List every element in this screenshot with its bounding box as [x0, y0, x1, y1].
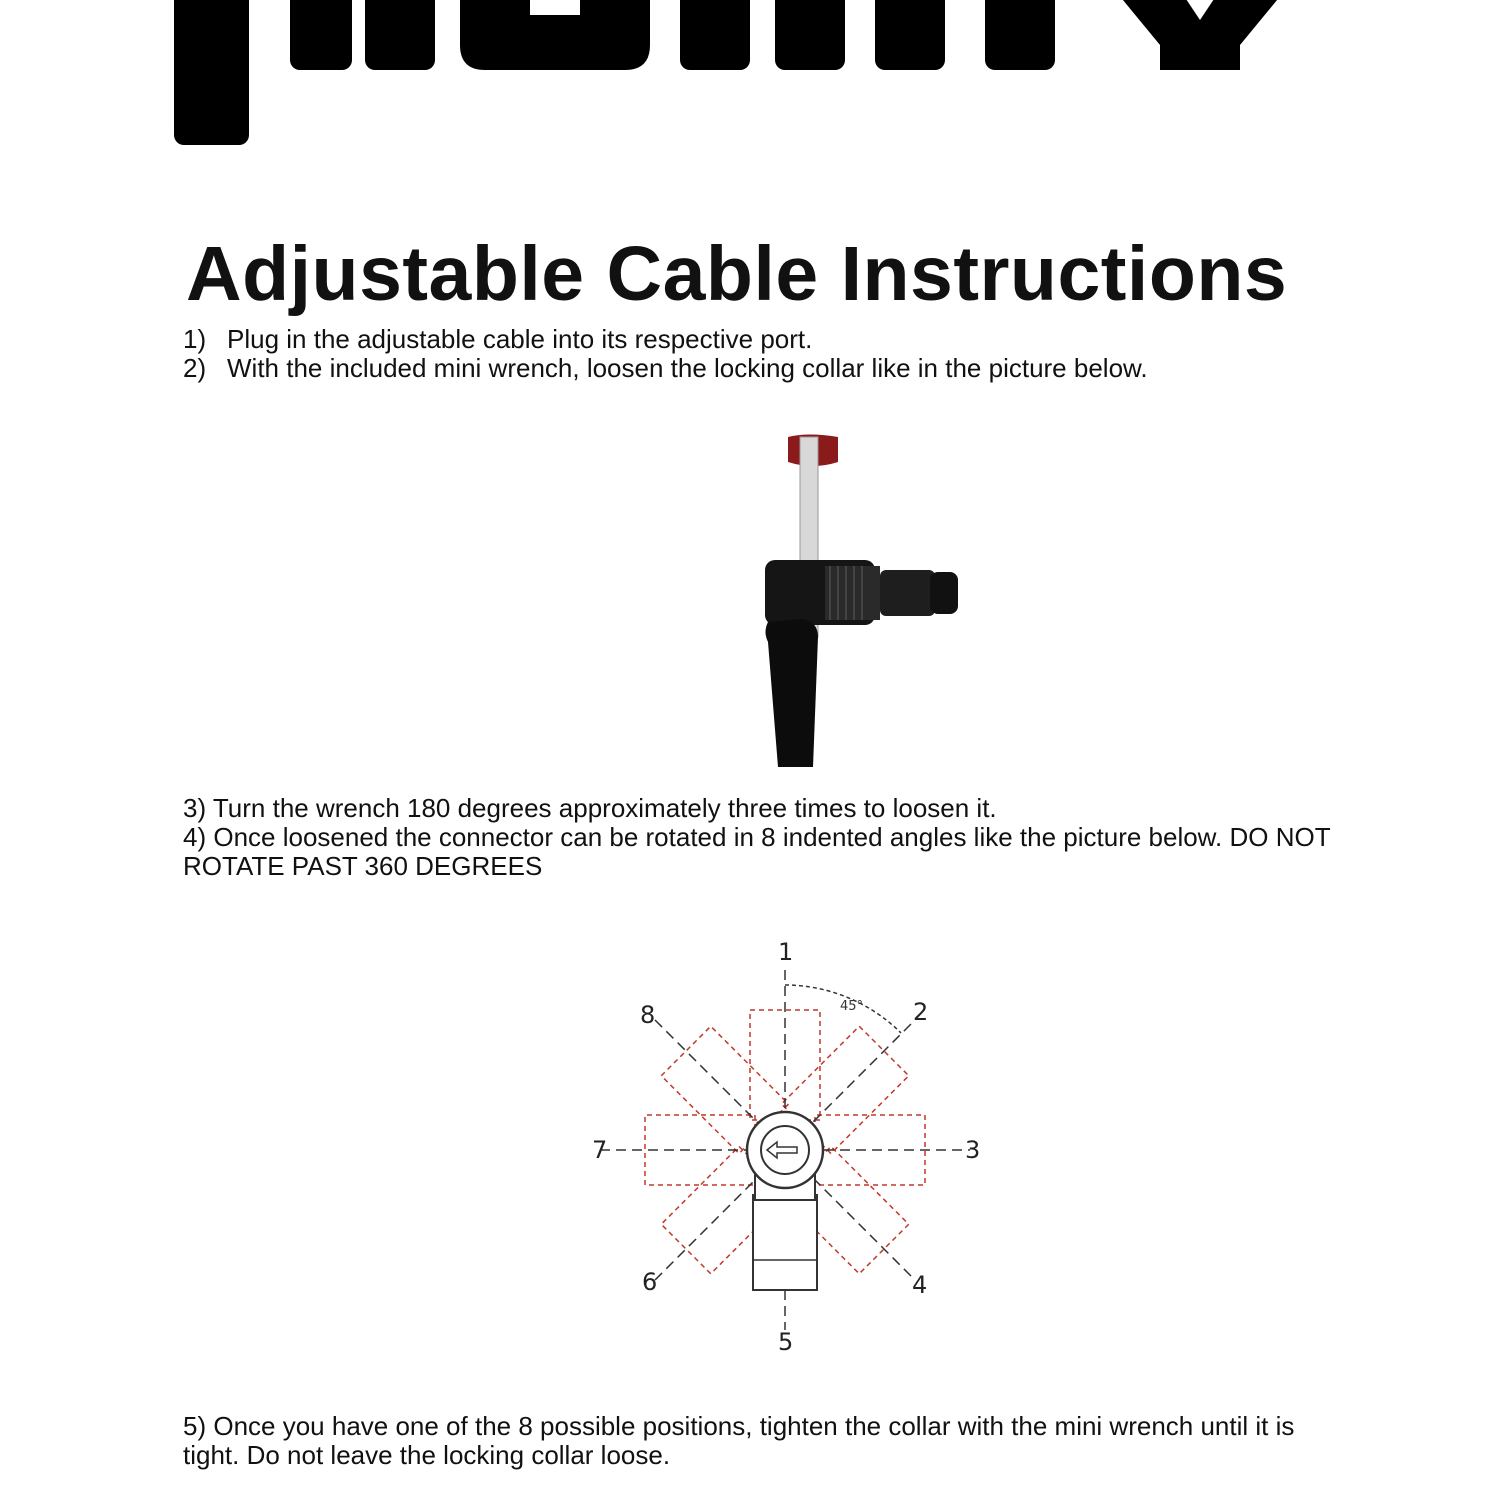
- step-3: 3) Turn the wrench 180 degrees approximately three times to loosen it.: [183, 793, 997, 823]
- step-5: 5) Once you have one of the 8 possible positions, tighten the collar with the mini wrench until it is tight. Do not leave the locking collar loose.: [183, 1411, 1295, 1470]
- step-2-number: 2): [183, 353, 207, 383]
- page-title: Adjustable Cable Instructions: [186, 231, 1288, 317]
- step-1-number: 1): [183, 324, 207, 354]
- position-7-label: 7: [592, 1136, 608, 1164]
- position-2-label: 2: [913, 998, 929, 1026]
- position-6-label: 6: [642, 1268, 658, 1296]
- angle-label: 45°: [840, 999, 864, 1014]
- wrench-photo: [730, 432, 970, 767]
- position-1-label: 1: [778, 938, 794, 966]
- step-2: [183, 354, 1148, 383]
- step-1: [183, 325, 812, 354]
- position-8-label: 8: [640, 1001, 656, 1029]
- position-3-label: 3: [965, 1136, 981, 1164]
- step-2-text: With the included mini wrench, loosen the locking collar like in the picture below.: [227, 353, 1148, 383]
- position-4-label: 4: [912, 1271, 928, 1299]
- step-4: 4) Once loosened the connector can be rotated in 8 indented angles like the picture below. DO NOT ROTATE PAST 360 DEGREES: [183, 822, 1331, 881]
- rotation-diagram: [580, 935, 1000, 1355]
- step-1-text: Plug in the adjustable cable into its respective port.: [227, 324, 813, 354]
- position-5-label: 5: [778, 1328, 794, 1355]
- mutiny-logo: [0, 0, 1500, 160]
